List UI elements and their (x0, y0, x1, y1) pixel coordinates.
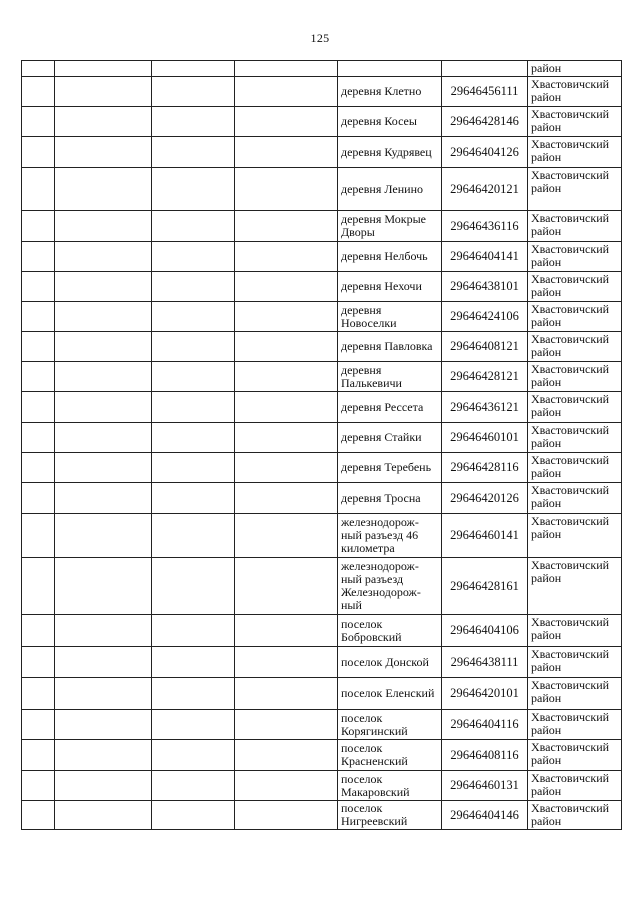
empty-cell (55, 362, 152, 392)
empty-cell (152, 647, 235, 678)
table-row (22, 168, 622, 211)
code-cell: 29646456111 (442, 77, 528, 107)
district-cell: Хвастовичский район (528, 514, 622, 558)
empty-cell (152, 678, 235, 710)
empty-cell (235, 740, 338, 771)
table-row (22, 272, 622, 302)
code-cell: 29646404141 (442, 242, 528, 272)
name-cell: железнодорож-ный разъезд 46 километра (338, 514, 442, 558)
district-cell: Хвастовичский район (528, 211, 622, 242)
empty-cell (152, 453, 235, 483)
empty-cell (152, 392, 235, 423)
district-cell: Хвастовичский район (528, 242, 622, 272)
code-cell: 29646408116 (442, 740, 528, 771)
empty-cell (235, 423, 338, 453)
district-cell: Хвастовичский район (528, 77, 622, 107)
name-cell: железнодорож-ный разъезд Железнодорож-ный (338, 558, 442, 615)
name-cell: деревня Теребень (338, 453, 442, 483)
empty-cell (22, 647, 55, 678)
empty-cell (22, 107, 55, 137)
table-row (22, 332, 622, 362)
district-cell: Хвастовичский район (528, 771, 622, 801)
district-cell: Хвастовичский район (528, 740, 622, 771)
empty-cell (22, 332, 55, 362)
empty-cell (22, 242, 55, 272)
table-row (22, 137, 622, 168)
name-cell: деревня Палькевичи (338, 362, 442, 392)
empty-cell (55, 302, 152, 332)
empty-cell (22, 710, 55, 740)
table-row (22, 77, 622, 107)
code-cell: 29646404146 (442, 801, 528, 830)
empty-cell (55, 615, 152, 647)
name-cell: поселок Донской (338, 647, 442, 678)
table-row (22, 423, 622, 453)
name-cell: деревня Стайки (338, 423, 442, 453)
code-cell: 29646404106 (442, 615, 528, 647)
district-cell: Хвастовичский район (528, 392, 622, 423)
table-row (22, 801, 622, 830)
empty-cell (152, 483, 235, 514)
empty-cell (55, 801, 152, 830)
empty-cell (55, 771, 152, 801)
empty-cell (235, 168, 338, 211)
district-cell: Хвастовичский район (528, 272, 622, 302)
empty-cell (235, 107, 338, 137)
name-cell: деревня Ленино (338, 168, 442, 211)
table-row (22, 242, 622, 272)
empty-cell (235, 77, 338, 107)
code-cell: 29646436116 (442, 211, 528, 242)
code-cell: 29646408121 (442, 332, 528, 362)
empty-cell (152, 423, 235, 453)
empty-cell (22, 558, 55, 615)
name-cell: деревня Новоселки (338, 302, 442, 332)
empty-cell (55, 272, 152, 302)
empty-cell (235, 558, 338, 615)
table-row (22, 615, 622, 647)
district-cell: Хвастовичский район (528, 678, 622, 710)
empty-cell (22, 678, 55, 710)
district-cell: Хвастовичский район (528, 615, 622, 647)
name-cell: поселок Еленский (338, 678, 442, 710)
empty-cell (22, 137, 55, 168)
code-cell: 29646420121 (442, 168, 528, 211)
name-cell: поселок Корягинский (338, 710, 442, 740)
table-row (22, 483, 622, 514)
empty-cell (235, 615, 338, 647)
empty-cell (22, 61, 55, 77)
empty-cell (235, 362, 338, 392)
empty-cell (22, 211, 55, 242)
name-cell: поселок Бобровский (338, 615, 442, 647)
empty-cell (152, 740, 235, 771)
empty-cell (55, 211, 152, 242)
empty-cell (22, 423, 55, 453)
empty-cell (152, 242, 235, 272)
table-row (22, 211, 622, 242)
empty-cell (152, 61, 235, 77)
empty-cell (235, 137, 338, 168)
empty-cell (55, 332, 152, 362)
district-cell: Хвастовичский район (528, 423, 622, 453)
district-cell: Хвастовичский район (528, 332, 622, 362)
empty-cell (55, 61, 152, 77)
empty-cell (235, 771, 338, 801)
empty-cell (22, 302, 55, 332)
empty-cell (152, 77, 235, 107)
empty-cell (235, 514, 338, 558)
code-cell: 29646428161 (442, 558, 528, 615)
table-row (22, 392, 622, 423)
empty-cell (235, 801, 338, 830)
empty-cell (22, 362, 55, 392)
empty-cell (235, 392, 338, 423)
district-cell: Хвастовичский район (528, 453, 622, 483)
empty-cell (235, 483, 338, 514)
code-cell: 29646404126 (442, 137, 528, 168)
empty-cell (152, 771, 235, 801)
code-cell: 29646428146 (442, 107, 528, 137)
district-cell: Хвастовичский район (528, 710, 622, 740)
name-cell: деревня Косеы (338, 107, 442, 137)
empty-cell (235, 332, 338, 362)
empty-cell (55, 453, 152, 483)
empty-cell (152, 514, 235, 558)
empty-cell (152, 615, 235, 647)
name-cell: поселок Макаровский (338, 771, 442, 801)
empty-cell (152, 211, 235, 242)
district-cell: Хвастовичский район (528, 801, 622, 830)
table-body (22, 61, 622, 830)
district-cell: Хвастовичский район (528, 302, 622, 332)
empty-cell (235, 272, 338, 302)
empty-cell (235, 242, 338, 272)
code-cell: 29646420101 (442, 678, 528, 710)
table-row (22, 61, 622, 77)
table-row (22, 558, 622, 615)
page-number: 125 (310, 31, 330, 45)
table-row (22, 771, 622, 801)
empty-cell (55, 740, 152, 771)
empty-cell (55, 558, 152, 615)
district-cell: район (528, 61, 622, 77)
district-cell: Хвастовичский район (528, 558, 622, 615)
empty-cell (22, 453, 55, 483)
district-cell: Хвастовичский район (528, 137, 622, 168)
name-cell: деревня Нелбочь (338, 242, 442, 272)
table-row (22, 514, 622, 558)
empty-cell (152, 332, 235, 362)
empty-cell (235, 61, 338, 77)
empty-cell (235, 678, 338, 710)
empty-cell (22, 77, 55, 107)
empty-cell (22, 740, 55, 771)
name-cell: поселок Красненский (338, 740, 442, 771)
code-cell (442, 61, 528, 77)
empty-cell (55, 514, 152, 558)
name-cell: деревня Павловка (338, 332, 442, 362)
empty-cell (235, 710, 338, 740)
table-row (22, 302, 622, 332)
empty-cell (152, 710, 235, 740)
empty-cell (235, 302, 338, 332)
name-cell: деревня Мокрые Дворы (338, 211, 442, 242)
district-cell: Хвастовичский район (528, 168, 622, 211)
empty-cell (22, 771, 55, 801)
district-cell: Хвастовичский район (528, 362, 622, 392)
code-cell: 29646404116 (442, 710, 528, 740)
empty-cell (22, 801, 55, 830)
empty-cell (22, 392, 55, 423)
table-row (22, 362, 622, 392)
empty-cell (22, 514, 55, 558)
empty-cell (22, 615, 55, 647)
empty-cell (235, 453, 338, 483)
empty-cell (152, 302, 235, 332)
name-cell (338, 61, 442, 77)
empty-cell (22, 483, 55, 514)
empty-cell (55, 107, 152, 137)
empty-cell (22, 272, 55, 302)
code-cell: 29646460131 (442, 771, 528, 801)
empty-cell (55, 137, 152, 168)
code-cell: 29646420126 (442, 483, 528, 514)
empty-cell (152, 558, 235, 615)
code-cell: 29646438101 (442, 272, 528, 302)
table-row (22, 678, 622, 710)
table-row (22, 710, 622, 740)
empty-cell (22, 168, 55, 211)
code-cell: 29646460141 (442, 514, 528, 558)
name-cell: деревня Рессета (338, 392, 442, 423)
code-cell: 29646438111 (442, 647, 528, 678)
empty-cell (55, 242, 152, 272)
district-cell: Хвастовичский район (528, 647, 622, 678)
empty-cell (152, 137, 235, 168)
empty-cell (152, 272, 235, 302)
table-row (22, 647, 622, 678)
table-row (22, 107, 622, 137)
settlements-table (21, 60, 622, 830)
empty-cell (235, 211, 338, 242)
code-cell: 29646436121 (442, 392, 528, 423)
empty-cell (55, 647, 152, 678)
empty-cell (55, 392, 152, 423)
table-row (22, 740, 622, 771)
name-cell: деревня Тросна (338, 483, 442, 514)
code-cell: 29646460101 (442, 423, 528, 453)
empty-cell (55, 77, 152, 107)
empty-cell (152, 362, 235, 392)
empty-cell (55, 168, 152, 211)
district-cell: Хвастовичский район (528, 107, 622, 137)
code-cell: 29646424106 (442, 302, 528, 332)
empty-cell (55, 423, 152, 453)
table-row (22, 453, 622, 483)
code-cell: 29646428121 (442, 362, 528, 392)
empty-cell (152, 107, 235, 137)
empty-cell (55, 678, 152, 710)
empty-cell (55, 710, 152, 740)
name-cell: поселок Нигреевский (338, 801, 442, 830)
name-cell: деревня Кудрявец (338, 137, 442, 168)
name-cell: деревня Клетно (338, 77, 442, 107)
district-cell: Хвастовичский район (528, 483, 622, 514)
empty-cell (55, 483, 152, 514)
empty-cell (152, 168, 235, 211)
empty-cell (235, 647, 338, 678)
empty-cell (152, 801, 235, 830)
code-cell: 29646428116 (442, 453, 528, 483)
name-cell: деревня Нехочи (338, 272, 442, 302)
